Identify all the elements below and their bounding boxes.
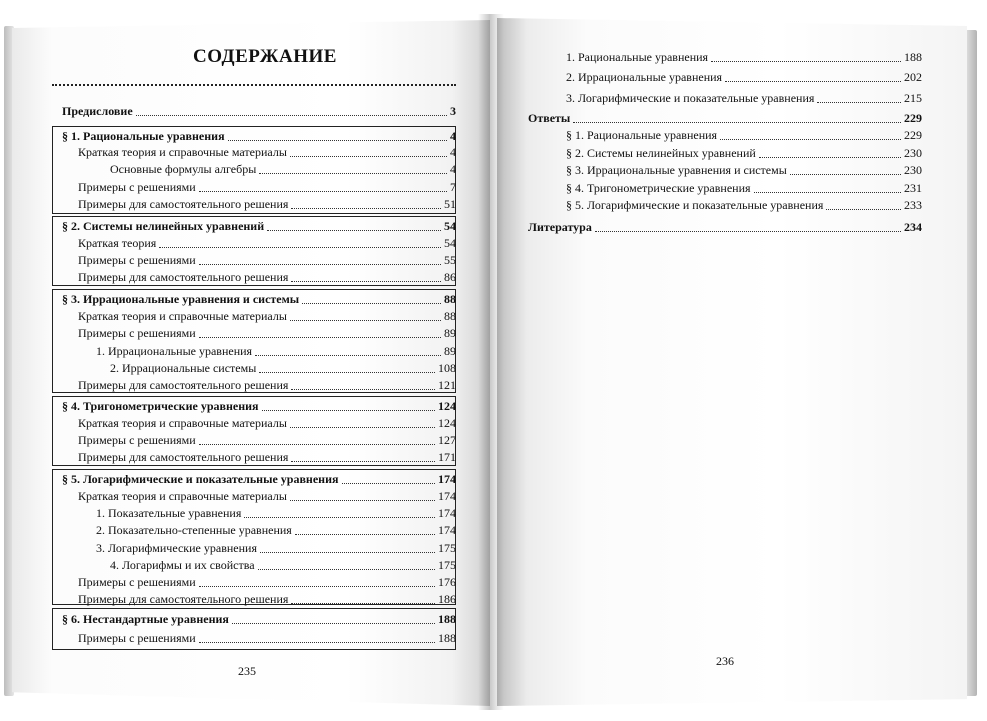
toc-entry-title: § 3. Иррациональные уравнения и системы [62, 292, 300, 306]
toc-entry-title: § 6. Нестандартные уравнения [62, 612, 229, 626]
toc-entry-title: 2. Показательно-степенные уравнения [96, 523, 292, 537]
toc-entry-page: 121 [438, 378, 456, 392]
right-toc-entry [528, 111, 922, 126]
toc-entry-title: Примеры с решениями [78, 575, 196, 589]
toc-leader-dots [136, 115, 447, 116]
left-toc-entry [78, 575, 456, 590]
left-toc-entry [78, 197, 456, 212]
left-toc-entry [78, 236, 456, 251]
toc-entry-page: 188 [438, 612, 456, 626]
toc-entry-title: § 2. Системы нелинейных уравнений [566, 146, 756, 160]
toc-entry-title: Примеры с решениями [78, 433, 196, 447]
toc-entry-page: 88 [444, 292, 456, 306]
toc-entry-title: § 2. Системы нелинейных уравнений [62, 219, 265, 233]
toc-leader-dots [199, 264, 441, 265]
right-toc-entry [566, 146, 922, 161]
left-toc-entry [78, 450, 456, 465]
toc-leader-dots [291, 389, 435, 390]
toc-entry-page: 174 [438, 523, 456, 537]
toc-leader-dots [291, 281, 441, 282]
toc-leader-dots [291, 208, 441, 209]
left-toc-entry [78, 309, 456, 324]
toc-entry-page: 229 [904, 128, 922, 142]
left-toc-entry [62, 472, 456, 487]
left-toc-entry [78, 253, 456, 268]
toc-entry-page: 4 [450, 162, 456, 176]
left-toc-entry [96, 541, 456, 556]
toc-entry-page: 88 [444, 309, 456, 323]
left-toc-entry [96, 523, 456, 538]
right-toc-entry [528, 220, 922, 235]
toc-entry-page: 202 [904, 70, 922, 84]
left-toc-entry [62, 104, 456, 119]
toc-entry-page: 89 [444, 326, 456, 340]
toc-entry-title: § 1. Рациональные уравнения [62, 129, 225, 143]
toc-entry-page: 174 [438, 489, 456, 503]
toc-entry-title: 1. Показательные уравнения [96, 506, 242, 520]
right-toc-entry [566, 50, 922, 65]
book-spine [478, 14, 504, 710]
toc-entry-page: 54 [444, 219, 456, 233]
toc-leader-dots [290, 320, 441, 321]
toc-entry-title: 3. Логарифмические и показательные уравнения [566, 91, 815, 105]
toc-entry-title: 2. Иррациональные системы [110, 361, 257, 375]
toc-leader-dots [199, 642, 435, 643]
toc-leader-dots [290, 500, 435, 501]
left-toc-entry [62, 292, 456, 307]
left-toc-entry [62, 129, 456, 144]
toc-leader-dots [228, 140, 447, 141]
left-toc-entry [78, 180, 456, 195]
toc-leader-dots [199, 444, 435, 445]
toc-leader-dots [244, 517, 435, 518]
right-toc-entry [566, 198, 922, 213]
toc-entry-page: 3 [450, 104, 456, 118]
toc-leader-dots [720, 139, 901, 140]
toc-entry-page: 230 [904, 146, 922, 160]
left-toc-entry [78, 145, 456, 160]
left-toc-entry [78, 416, 456, 431]
toc-entry-page: 188 [438, 631, 456, 645]
toc-leader-dots [790, 174, 901, 175]
toc-leader-dots [262, 410, 435, 411]
toc-entry-page: 231 [904, 181, 922, 195]
toc-entry-title: Примеры с решениями [78, 253, 196, 267]
toc-entry-page: 108 [438, 361, 456, 375]
left-toc-entry [78, 592, 456, 607]
toc-entry-page: 127 [438, 433, 456, 447]
left-toc-entry [62, 219, 456, 234]
toc-entry-title: 1. Рациональные уравнения [566, 50, 709, 64]
toc-entry-title: Примеры с решениями [78, 631, 196, 645]
toc-entry-page: 175 [438, 541, 456, 555]
toc-entry-page: 7 [450, 180, 456, 194]
toc-leader-dots [258, 569, 435, 570]
toc-entry-title: Примеры с решениями [78, 326, 196, 340]
toc-leader-dots [711, 61, 901, 62]
right-toc-entry [566, 163, 922, 178]
toc-entry-title: Предисловие [62, 104, 133, 118]
toc-leader-dots [826, 209, 901, 210]
toc-entry-title: Краткая теория и справочные материалы [78, 489, 287, 503]
left-toc-entry [110, 361, 456, 376]
toc-entry-title: § 1. Рациональные уравнения [566, 128, 718, 142]
toc-leader-dots [817, 102, 901, 103]
toc-leader-dots [199, 191, 447, 192]
toc-entry-title: § 5. Логарифмические и показательные уравнения [62, 472, 339, 486]
toc-entry-title: Примеры для самостоятельного решения [78, 450, 289, 464]
right-toc-entry [566, 91, 922, 106]
toc-entry-title: Литература [528, 220, 592, 234]
left-toc-entry [62, 612, 456, 627]
toc-entry-title: Примеры для самостоятельного решения [78, 197, 289, 211]
toc-leader-dots [199, 337, 441, 338]
left-toc-entry [78, 326, 456, 341]
toc-entry-page: 174 [438, 506, 456, 520]
right-toc-entry [566, 128, 922, 143]
toc-entry-title: Примеры с решениями [78, 180, 196, 194]
toc-entry-page: 124 [438, 416, 456, 430]
toc-leader-dots [232, 623, 435, 624]
page-number-right: 236 [716, 654, 734, 668]
toc-entry-title: Основные формулы алгебры [110, 162, 257, 176]
toc-entry-title: 3. Логарифмические уравнения [96, 541, 257, 555]
toc-leader-dots [595, 231, 901, 232]
toc-entry-title: § 3. Иррациональные уравнения и системы [566, 163, 787, 177]
toc-entry-page: 215 [904, 91, 922, 105]
toc-entry-page: 4 [450, 145, 456, 159]
toc-entry-page: 124 [438, 399, 456, 413]
toc-entry-page: 55 [444, 253, 456, 267]
toc-entry-page: 175 [438, 558, 456, 572]
toc-entry-page: 54 [444, 236, 456, 250]
left-toc-entry [78, 631, 456, 646]
toc-leader-dots [259, 173, 447, 174]
toc-leader-dots [259, 372, 435, 373]
toc-leader-dots [725, 81, 901, 82]
toc-entry-page: 186 [438, 592, 456, 606]
toc-entry-page: 233 [904, 198, 922, 212]
toc-entry-page: 229 [904, 111, 922, 125]
toc-leader-dots [267, 230, 441, 231]
page-number-left: 235 [238, 664, 256, 678]
toc-leader-dots [342, 483, 436, 484]
toc-leader-dots [291, 603, 435, 604]
toc-entry-page: 51 [444, 197, 456, 211]
toc-entry-page: 86 [444, 270, 456, 284]
toc-entry-page: 230 [904, 163, 922, 177]
toc-entry-title: Краткая теория и справочные материалы [78, 309, 287, 323]
left-toc-entry [78, 433, 456, 448]
toc-leader-dots [255, 355, 441, 356]
toc-leader-dots [290, 156, 447, 157]
toc-leader-dots [159, 247, 441, 248]
left-toc-entry [110, 558, 456, 573]
toc-entry-title: Примеры для самостоятельного решения [78, 592, 289, 606]
toc-leader-dots [199, 586, 435, 587]
left-toc-entry [78, 489, 456, 504]
toc-entry-page: 89 [444, 344, 456, 358]
toc-leader-dots [291, 461, 435, 462]
toc-leader-dots [759, 157, 901, 158]
title-dotted-rule [52, 84, 456, 86]
toc-entry-title: Краткая теория и справочные материалы [78, 145, 287, 159]
left-toc-entry [78, 270, 456, 285]
toc-entry-title: Примеры для самостоятельного решения [78, 378, 289, 392]
toc-entry-page: 234 [904, 220, 922, 234]
toc-entry-title: § 4. Тригонометрические уравнения [62, 399, 259, 413]
toc-entry-page: 176 [438, 575, 456, 589]
toc-entry-title: Краткая теория и справочные материалы [78, 416, 287, 430]
toc-leader-dots [754, 192, 901, 193]
toc-entry-title: 2. Иррациональные уравнения [566, 70, 723, 84]
toc-leader-dots [302, 303, 441, 304]
toc-entry-title: § 5. Логарифмические и показательные уравнения [566, 198, 824, 212]
left-toc-entry [110, 162, 456, 177]
page-title: СОДЕРЖАНИЕ [193, 46, 337, 67]
toc-entry-page: 4 [450, 129, 456, 143]
toc-leader-dots [260, 552, 435, 553]
toc-entry-title: 4. Логарифмы и их свойства [110, 558, 255, 572]
right-toc-entry [566, 70, 922, 85]
toc-entry-title: § 4. Тригонометрические уравнения [566, 181, 751, 195]
toc-entry-page: 171 [438, 450, 456, 464]
left-toc-entry [78, 378, 456, 393]
toc-entry-title: 1. Иррациональные уравнения [96, 344, 253, 358]
toc-leader-dots [290, 427, 435, 428]
toc-entry-page: 188 [904, 50, 922, 64]
toc-leader-dots [573, 122, 901, 123]
right-toc-entry [566, 181, 922, 196]
toc-entry-title: Примеры для самостоятельного решения [78, 270, 289, 284]
left-toc-entry [96, 506, 456, 521]
left-toc-entry [62, 399, 456, 414]
toc-entry-page: 174 [438, 472, 456, 486]
left-toc-entry [96, 344, 456, 359]
toc-entry-title: Ответы [528, 111, 571, 125]
toc-leader-dots [295, 534, 435, 535]
toc-entry-title: Краткая теория [78, 236, 157, 250]
